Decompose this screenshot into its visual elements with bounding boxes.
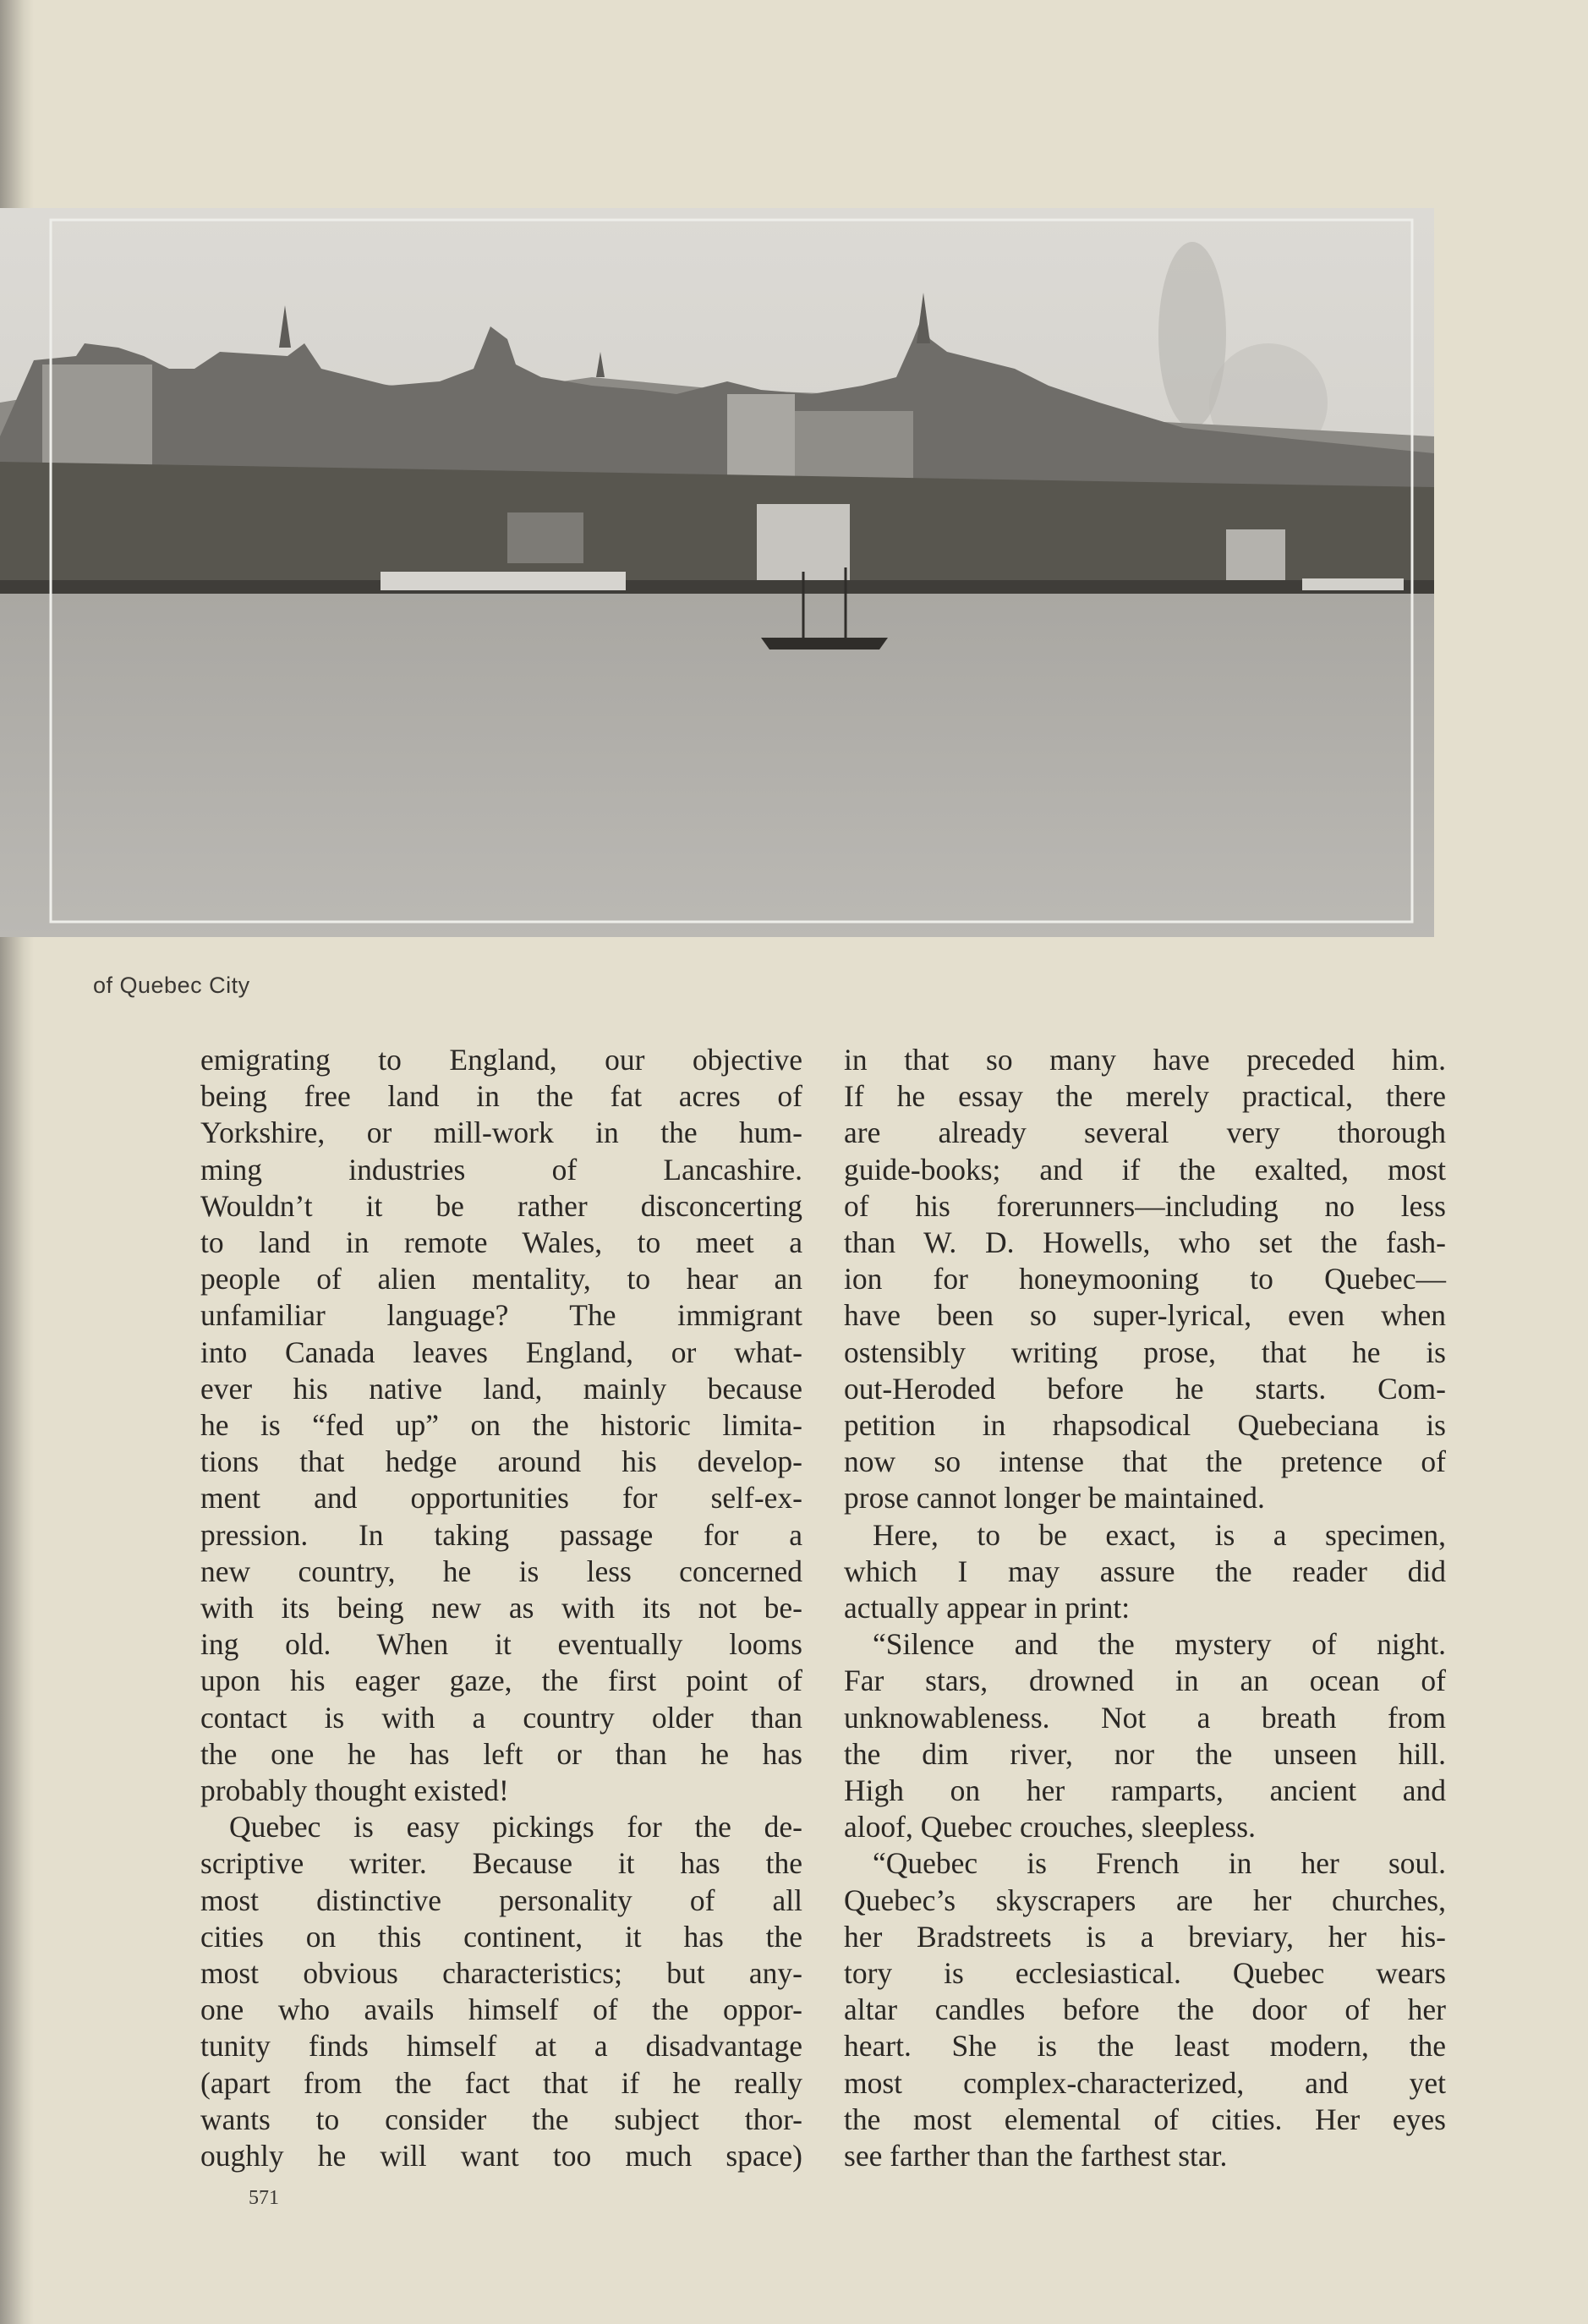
paragraph: [200, 1042, 802, 1809]
text-line: ever his native land, mainly because: [200, 1371, 802, 1406]
text-line: pression. In taking passage for a: [200, 1517, 802, 1552]
text-line: see farther than the farthest star.: [844, 2139, 1228, 2173]
text-line: with its being new as with its not be-: [200, 1591, 802, 1625]
text-line: “Quebec is French in her soul.: [873, 1846, 1446, 1881]
text-line: scriptive writer. Because it has the: [200, 1846, 802, 1881]
text-line: than W. D. Howells, who set the fash-: [844, 1225, 1446, 1260]
text-line: unknowableness. Not a breath from: [844, 1700, 1446, 1735]
text-line: most complex-characterized, and yet: [844, 2065, 1446, 2100]
text-line: of his forerunners—including no less: [844, 1188, 1446, 1223]
text-line: people of alien mentality, to hear an: [200, 1262, 802, 1296]
text-line: ostensibly writing prose, that he is: [844, 1335, 1446, 1369]
text-line: Wouldn’t it be rather disconcerting: [200, 1188, 802, 1223]
text-line: actually appear in print:: [844, 1591, 1131, 1625]
text-line: to land in remote Wales, to meet a: [200, 1225, 802, 1260]
text-line: are already several very thorough: [844, 1115, 1446, 1150]
text-line: contact is with a country older than: [200, 1700, 802, 1735]
paragraph: [844, 1517, 1446, 1627]
text-line: Quebec’s skyscrapers are her churches,: [844, 1883, 1446, 1917]
text-line: If he essay the merely practical, there: [844, 1079, 1446, 1114]
text-line: aloof, Quebec crouches, sleepless.: [844, 1810, 1256, 1844]
text-line: have been so super-lyrical, even when: [844, 1298, 1446, 1333]
text-line: tions that hedge around his develop-: [200, 1444, 802, 1479]
text-line: tunity finds himself at a disadvantage: [200, 2029, 802, 2064]
text-line: ion for honeymooning to Quebec—: [844, 1262, 1446, 1296]
paragraph: [200, 1809, 802, 2174]
left-column: [200, 1042, 802, 2174]
text-line: probably thought existed!: [200, 1773, 509, 1808]
text-line: Here, to be exact, is a specimen,: [873, 1517, 1446, 1552]
text-line: altar candles before the door of her: [844, 1992, 1446, 2027]
text-line: now so intense that the pretence of: [844, 1444, 1446, 1479]
text-line: petition in rhapsodical Quebeciana is: [844, 1408, 1446, 1443]
right-column: [844, 1042, 1446, 2174]
text-line: ment and opportunities for self-ex-: [200, 1481, 802, 1516]
text-line: most distinctive personality of all: [200, 1883, 802, 1917]
text-line: which I may assure the reader did: [844, 1554, 1446, 1588]
photo-caption: of Quebec City: [93, 973, 250, 998]
text-line: into Canada leaves England, or what-: [200, 1335, 802, 1369]
text-line: new country, he is less concerned: [200, 1554, 802, 1588]
text-line: being free land in the fat acres of: [200, 1079, 802, 1114]
paragraph: [844, 1042, 1446, 1517]
text-line: emigrating to England, our objective: [200, 1043, 802, 1077]
text-line: Far stars, drowned in an ocean of: [844, 1664, 1446, 1698]
text-line: most obvious characteristics; but any-: [200, 1956, 802, 1991]
text-line: the dim river, nor the unseen hill.: [844, 1736, 1446, 1771]
text-line: unfamiliar language? The immigrant: [200, 1298, 802, 1333]
text-line: one who avails himself of the oppor-: [200, 1992, 802, 2027]
text-line: guide-books; and if the exalted, most: [844, 1152, 1446, 1187]
text-line: oughly he will want too much space): [200, 2139, 802, 2173]
text-line: in that so many have preceded him.: [844, 1043, 1446, 1077]
text-line: ming industries of Lancashire.: [200, 1152, 802, 1187]
text-line: prose cannot longer be maintained.: [844, 1481, 1265, 1516]
text-line: cities on this continent, it has the: [200, 1919, 802, 1954]
text-line: her Bradstreets is a breviary, her his-: [844, 1919, 1446, 1954]
text-line: the most elemental of cities. Her eyes: [844, 2102, 1446, 2136]
text-line: Quebec is easy pickings for the de-: [229, 1810, 802, 1844]
text-line: High on her ramparts, ancient and: [844, 1773, 1446, 1808]
text-line: the one he has left or than he has: [200, 1736, 802, 1771]
quebec-city-photo: [0, 208, 1434, 937]
text-line: heart. She is the least modern, the: [844, 2029, 1446, 2064]
text-line: (apart from the fact that if he really: [200, 2065, 802, 2100]
paragraph: [844, 1845, 1446, 2174]
text-line: tory is ecclesiastical. Quebec wears: [844, 1956, 1446, 1991]
text-line: Yorkshire, or mill-work in the hum-: [200, 1115, 802, 1150]
text-line: upon his eager gaze, the first point of: [200, 1664, 802, 1698]
paragraph: [844, 1626, 1446, 1845]
text-line: out-Heroded before he starts. Com-: [844, 1371, 1446, 1406]
text-line: “Silence and the mystery of night.: [873, 1627, 1446, 1662]
page-number: 571: [249, 2187, 279, 2209]
text-line: he is “fed up” on the historic limita-: [200, 1408, 802, 1443]
text-line: ing old. When it eventually looms: [200, 1627, 802, 1662]
text-line: wants to consider the subject thor-: [200, 2102, 802, 2136]
